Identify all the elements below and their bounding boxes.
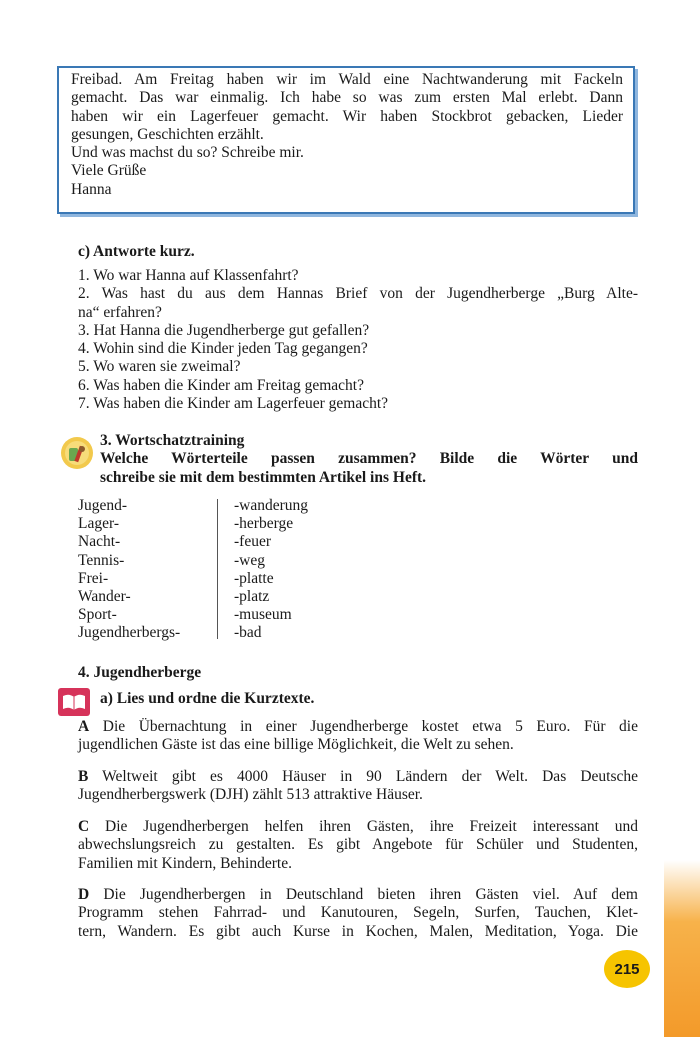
letter-line: haben wir ein Lagerfeuer gemacht. Wir haben Stockbrot gebacken, Lieder bbox=[71, 107, 623, 125]
question-item: 7. Was haben die Kinder am Lagerfeuer gemacht? bbox=[78, 395, 389, 413]
exercise-3-instruction: schreibe sie mit dem bestimmten Artikel ins Heft. bbox=[100, 468, 427, 486]
text-d-line: Programm stehen Fahrrad- und Kanutouren, Segeln, Surfen, Tauchen, Klet- bbox=[78, 904, 638, 922]
word-part-right: -weg bbox=[234, 551, 265, 569]
word-part-right: -museum bbox=[234, 606, 292, 624]
word-parts-right bbox=[234, 497, 394, 643]
word-part-right: -bad bbox=[234, 624, 262, 642]
letter-line: Viele Grüße bbox=[71, 162, 147, 180]
word-part-left: Lager- bbox=[78, 515, 119, 533]
word-part-left: Sport- bbox=[78, 606, 117, 624]
exercise-c-title: c) Antworte kurz. bbox=[78, 243, 195, 260]
text-b-letter: B bbox=[78, 768, 89, 785]
open-book-icon bbox=[58, 688, 90, 716]
letter-line: Freibad. Am Freitag haben wir im Wald eine Nachtwanderung mit Fackeln bbox=[71, 71, 623, 88]
text-c-letter: C bbox=[78, 818, 90, 835]
letter-box bbox=[57, 66, 635, 214]
word-part-left: Wander- bbox=[78, 588, 131, 606]
text-b-line: Weltweit gibt es 4000 Häuser in 90 Ländern der Welt. Das Deutsche bbox=[88, 768, 638, 785]
letter-line: gemacht. Das war einmalig. Ich habe so was zum ersten Mal erlebt. Dann bbox=[71, 89, 623, 107]
text-a-line: jugendlichen Gäste ist das eine billige Möglichkeit, die Welt zu sehen. bbox=[78, 736, 514, 754]
letter-line: gesungen, Geschichten erzählt. bbox=[71, 125, 264, 143]
exercise-3-header bbox=[100, 432, 638, 487]
letter-line: Und was machst du so? Schreibe mir. bbox=[71, 144, 304, 162]
exercise-4-title: 4. Jugendherberge bbox=[78, 664, 202, 681]
pencil-owl-icon bbox=[60, 436, 94, 470]
question-item: 2. Was hast du aus dem Hannas Brief von der Jugendherberge „Burg Alte- bbox=[78, 285, 638, 303]
word-part-left: Jugend- bbox=[78, 497, 128, 514]
question-item: 4. Wohin sind die Kinder jeden Tag gegangen? bbox=[78, 340, 368, 358]
word-part-right: -platte bbox=[234, 569, 274, 587]
word-part-right: -feuer bbox=[234, 533, 271, 551]
word-parts-left bbox=[78, 497, 218, 643]
exercise-3-instruction: Welche Wörterteile passen zusammen? Bilde die Wörter und bbox=[100, 450, 638, 468]
text-a bbox=[78, 718, 638, 755]
text-b-line: Jugendherbergswerk (DJH) zählt 513 attraktive Häuser. bbox=[78, 786, 423, 804]
exercise-3-title: 3. Wortschatztraining bbox=[100, 432, 245, 449]
exercise-4-subheader bbox=[100, 690, 638, 708]
text-c-line: Familien mit Kindern, Behinderte. bbox=[78, 854, 292, 872]
question-item: 3. Hat Hanna die Jugendherberge gut gefallen? bbox=[78, 321, 370, 339]
table-divider bbox=[217, 499, 218, 639]
text-c-line: Die Jugendherbergen helfen ihren Gästen, ihre Freizeit interessant und bbox=[89, 818, 638, 835]
word-part-right: -wanderung bbox=[234, 497, 309, 514]
text-a-line: Die Übernachtung in einer Jugendherberge kostet etwa 5 Euro. Für die bbox=[89, 718, 638, 735]
word-part-left: Frei- bbox=[78, 569, 109, 587]
text-a-letter: A bbox=[78, 718, 90, 735]
question-item: 5. Wo waren sie zweimal? bbox=[78, 358, 241, 376]
question-item: 6. Was haben die Kinder am Freitag gemacht? bbox=[78, 376, 364, 394]
text-b bbox=[78, 768, 638, 805]
word-part-right: -platz bbox=[234, 588, 270, 606]
letter-signature: Hanna bbox=[71, 180, 112, 198]
exercise-4-subtitle: a) Lies und ordne die Kurztexte. bbox=[100, 690, 315, 707]
side-color-bar bbox=[664, 860, 700, 1037]
word-part-right: -herberge bbox=[234, 515, 294, 533]
word-part-left: Tennis- bbox=[78, 551, 125, 569]
word-part-left: Nacht- bbox=[78, 533, 121, 551]
word-part-left: Jugendherbergs- bbox=[78, 624, 181, 642]
question-item: 1. Wo war Hanna auf Klassenfahrt? bbox=[78, 267, 299, 284]
exercise-c-questions bbox=[78, 267, 638, 413]
text-d bbox=[78, 886, 638, 941]
text-c bbox=[78, 818, 638, 873]
text-d-letter: D bbox=[78, 886, 90, 903]
text-d-line: Die Jugendherbergen in Deutschland bieten ihren Gästen viel. Auf dem bbox=[89, 886, 638, 903]
page-number: 215 bbox=[604, 950, 650, 988]
exercise-4-header bbox=[78, 664, 638, 682]
text-d-line: tern, Wandern. Es gibt auch Kurse in Kochen, Malen, Meditation, Yoga. Die bbox=[78, 922, 638, 940]
text-c-line: abwechslungsreich zu gestalten. Es gibt Angebote für Schüler und Studenten, bbox=[78, 836, 638, 854]
question-item: na“ erfahren? bbox=[78, 303, 162, 321]
exercise-c-heading bbox=[78, 243, 638, 261]
